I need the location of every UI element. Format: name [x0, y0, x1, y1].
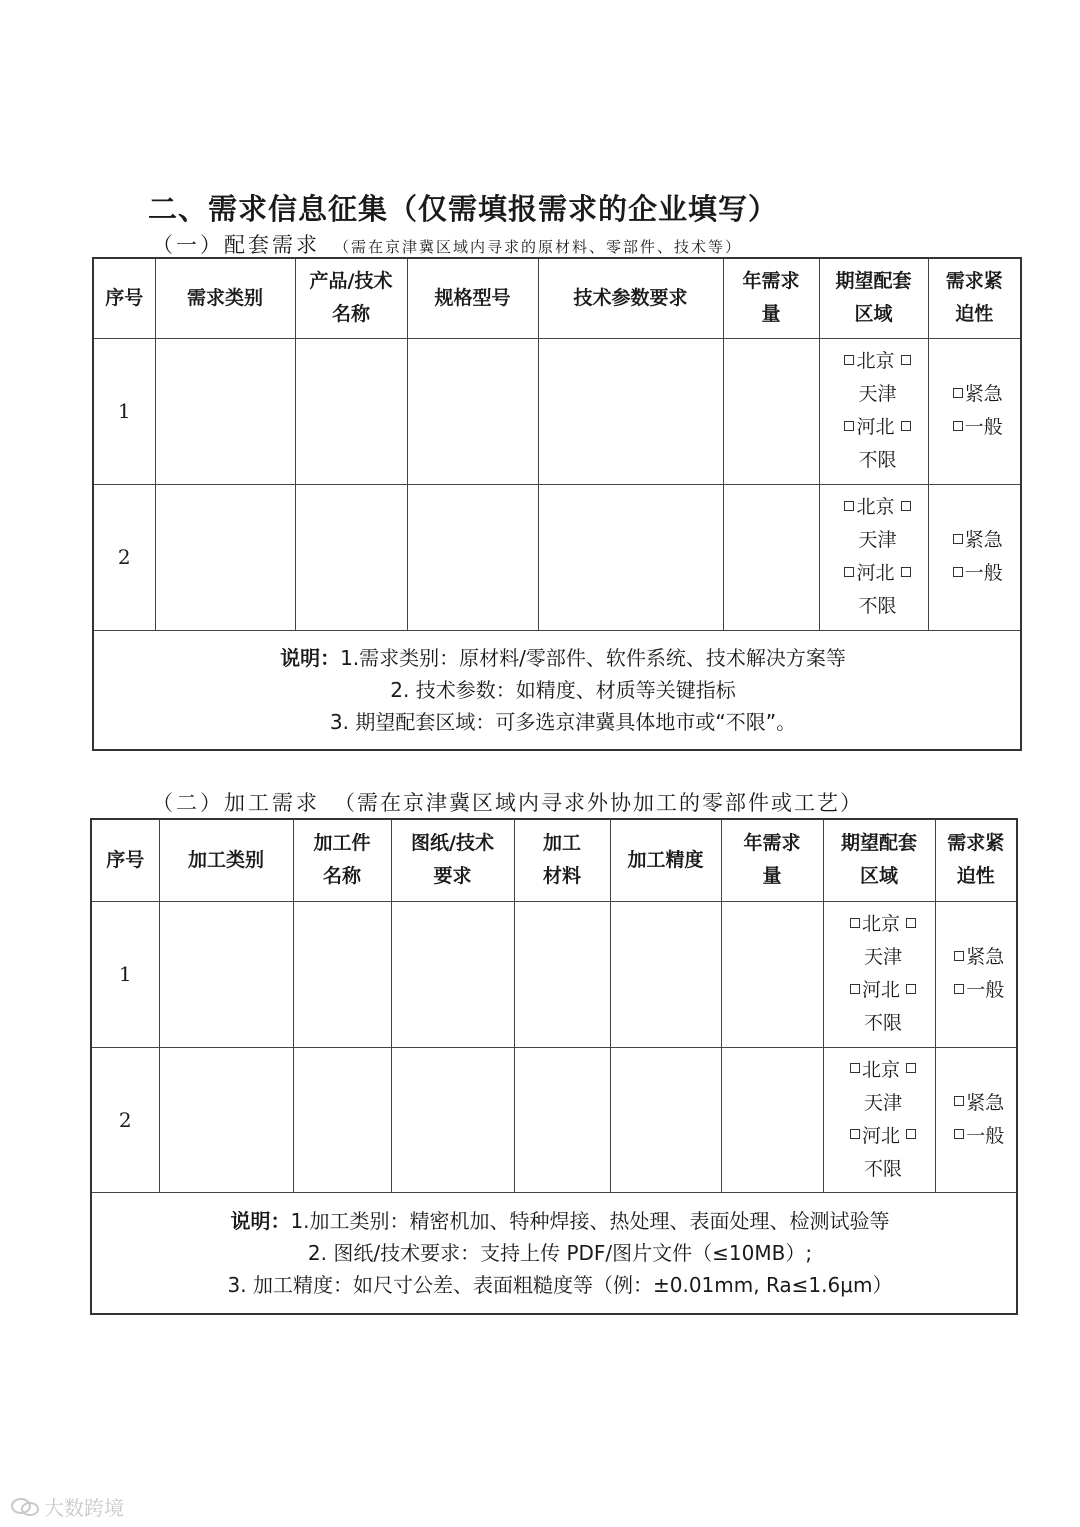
checkbox-normal[interactable]	[954, 984, 964, 994]
section2-heading	[152, 787, 863, 817]
category-cell[interactable]	[159, 1047, 293, 1192]
product-name-cell[interactable]	[295, 484, 407, 630]
category-cell[interactable]	[155, 484, 295, 630]
checkbox-unlimited[interactable]	[901, 421, 911, 431]
region-cell: 北京 天津 河北 不限	[823, 901, 935, 1047]
note-line: 2. 技术参数：如精度、材质等关键指标	[390, 677, 736, 702]
table-header-row	[91, 819, 1017, 901]
header-region: 期望配套 区域	[823, 819, 935, 901]
checkbox-unlimited[interactable]	[906, 984, 916, 994]
quantity-cell[interactable]	[721, 901, 823, 1047]
drawing-cell[interactable]	[391, 901, 514, 1047]
notes-cell: 说明：1.加工类别：精密机加、特种焊接、热处理、表面处理、检测试验等 2. 图纸/技术要求：支持上传 PDF/图片文件（≤10MB）; 3. 加工精度：如尺寸公差、表面粗糙度等（例：±0.01mm, Ra≤1.6μm）	[91, 1192, 1017, 1314]
checkbox-normal[interactable]	[953, 567, 963, 577]
checkbox-normal[interactable]	[953, 421, 963, 431]
table-row	[91, 901, 1017, 1047]
checkbox-urgent[interactable]	[953, 388, 963, 398]
note-line: 3. 加工精度：如尺寸公差、表面粗糙度等（例：±0.01mm, Ra≤1.6μm）	[227, 1272, 893, 1297]
quantity-cell[interactable]	[723, 484, 819, 630]
header-product-name: 产品/技术 名称	[295, 258, 407, 338]
part-name-cell[interactable]	[293, 1047, 391, 1192]
region-cell: 北京 天津 河北 不限	[819, 484, 928, 630]
header-spec: 规格型号	[407, 258, 538, 338]
table-row	[91, 1047, 1017, 1192]
checkbox-urgent[interactable]	[953, 534, 963, 544]
precision-cell[interactable]	[610, 1047, 721, 1192]
header-quantity: 年需求 量	[723, 258, 819, 338]
note-line: 2. 图纸/技术要求：支持上传 PDF/图片文件（≤10MB）;	[307, 1240, 813, 1265]
header-urgency: 需求紧 迫性	[928, 258, 1021, 338]
note-line: 3. 期望配套区域：可多选京津冀具体地市或“不限”。	[329, 709, 797, 734]
checkbox-tianjin[interactable]	[906, 1063, 916, 1073]
notes-cell: 说明：1.需求类别：原材料/零部件、软件系统、技术解决方案等 2. 技术参数：如精度、材质等关键指标 3. 期望配套区域：可多选京津冀具体地市或“不限”。	[93, 630, 1021, 750]
row-seq: 2	[91, 1047, 159, 1192]
checkbox-tianjin[interactable]	[901, 501, 911, 511]
notes-row	[93, 630, 1021, 750]
checkbox-beijing[interactable]	[850, 918, 860, 928]
precision-cell[interactable]	[610, 901, 721, 1047]
row-seq: 1	[91, 901, 159, 1047]
checkbox-hebei[interactable]	[850, 1129, 860, 1139]
drawing-cell[interactable]	[391, 1047, 514, 1192]
supply-demand-table	[92, 257, 1022, 751]
category-cell[interactable]	[155, 338, 295, 484]
section2-title: （二）加工需求	[152, 791, 320, 815]
header-urgency: 需求紧 迫性	[935, 819, 1017, 901]
urgency-cell: 紧急 一般	[935, 901, 1017, 1047]
row-seq: 2	[93, 484, 155, 630]
checkbox-normal[interactable]	[954, 1129, 964, 1139]
material-cell[interactable]	[514, 1047, 610, 1192]
header-seq: 序号	[93, 258, 155, 338]
checkbox-urgent[interactable]	[954, 951, 964, 961]
table-row	[93, 338, 1021, 484]
header-drawing: 图纸/技术 要求	[391, 819, 514, 901]
checkbox-beijing[interactable]	[850, 1063, 860, 1073]
watermark: 大数跨境	[10, 1492, 124, 1522]
notes-row	[91, 1192, 1017, 1314]
section1-note: （需在京津冀区域内寻求的原材料、零部件、技术等）	[334, 238, 743, 256]
header-precision: 加工精度	[610, 819, 721, 901]
header-region: 期望配套 区域	[819, 258, 928, 338]
quantity-cell[interactable]	[723, 338, 819, 484]
checkbox-unlimited[interactable]	[901, 567, 911, 577]
checkbox-hebei[interactable]	[844, 567, 854, 577]
urgency-cell: 紧急 一般	[928, 484, 1021, 630]
params-cell[interactable]	[538, 484, 723, 630]
spec-cell[interactable]	[407, 338, 538, 484]
table-row	[93, 484, 1021, 630]
header-quantity: 年需求 量	[721, 819, 823, 901]
header-category: 需求类别	[155, 258, 295, 338]
quantity-cell[interactable]	[721, 1047, 823, 1192]
section1-title: （一）配套需求	[152, 233, 320, 257]
note-line: 1.加工类别：精密机加、特种焊接、热处理、表面处理、检测试验等	[290, 1208, 890, 1233]
wechat-logo-icon	[10, 1497, 40, 1522]
checkbox-urgent[interactable]	[954, 1096, 964, 1106]
product-name-cell[interactable]	[295, 338, 407, 484]
checkbox-hebei[interactable]	[850, 984, 860, 994]
section1-heading	[152, 229, 742, 259]
header-material: 加工 材料	[514, 819, 610, 901]
processing-demand-table	[90, 818, 1018, 1315]
region-cell: 北京 天津 河北 不限	[823, 1047, 935, 1192]
urgency-cell: 紧急 一般	[928, 338, 1021, 484]
category-cell[interactable]	[159, 901, 293, 1047]
row-seq: 1	[93, 338, 155, 484]
header-part-name: 加工件 名称	[293, 819, 391, 901]
section2-note: （需在京津冀区域内寻求外协加工的零部件或工艺）	[334, 791, 863, 815]
header-params: 技术参数要求	[538, 258, 723, 338]
table-header-row	[93, 258, 1021, 338]
checkbox-hebei[interactable]	[844, 421, 854, 431]
header-category: 加工类别	[159, 819, 293, 901]
material-cell[interactable]	[514, 901, 610, 1047]
region-cell: 北京 天津 河北 不限	[819, 338, 928, 484]
checkbox-tianjin[interactable]	[906, 918, 916, 928]
note-line: 1.需求类别：原材料/零部件、软件系统、技术解决方案等	[340, 645, 846, 670]
part-name-cell[interactable]	[293, 901, 391, 1047]
checkbox-beijing[interactable]	[844, 355, 854, 365]
checkbox-beijing[interactable]	[844, 501, 854, 511]
checkbox-tianjin[interactable]	[901, 355, 911, 365]
urgency-cell: 紧急 一般	[935, 1047, 1017, 1192]
spec-cell[interactable]	[407, 484, 538, 630]
header-seq: 序号	[91, 819, 159, 901]
checkbox-unlimited[interactable]	[906, 1129, 916, 1139]
page-title: 二、需求信息征集（仅需填报需求的企业填写）	[148, 192, 779, 226]
params-cell[interactable]	[538, 338, 723, 484]
